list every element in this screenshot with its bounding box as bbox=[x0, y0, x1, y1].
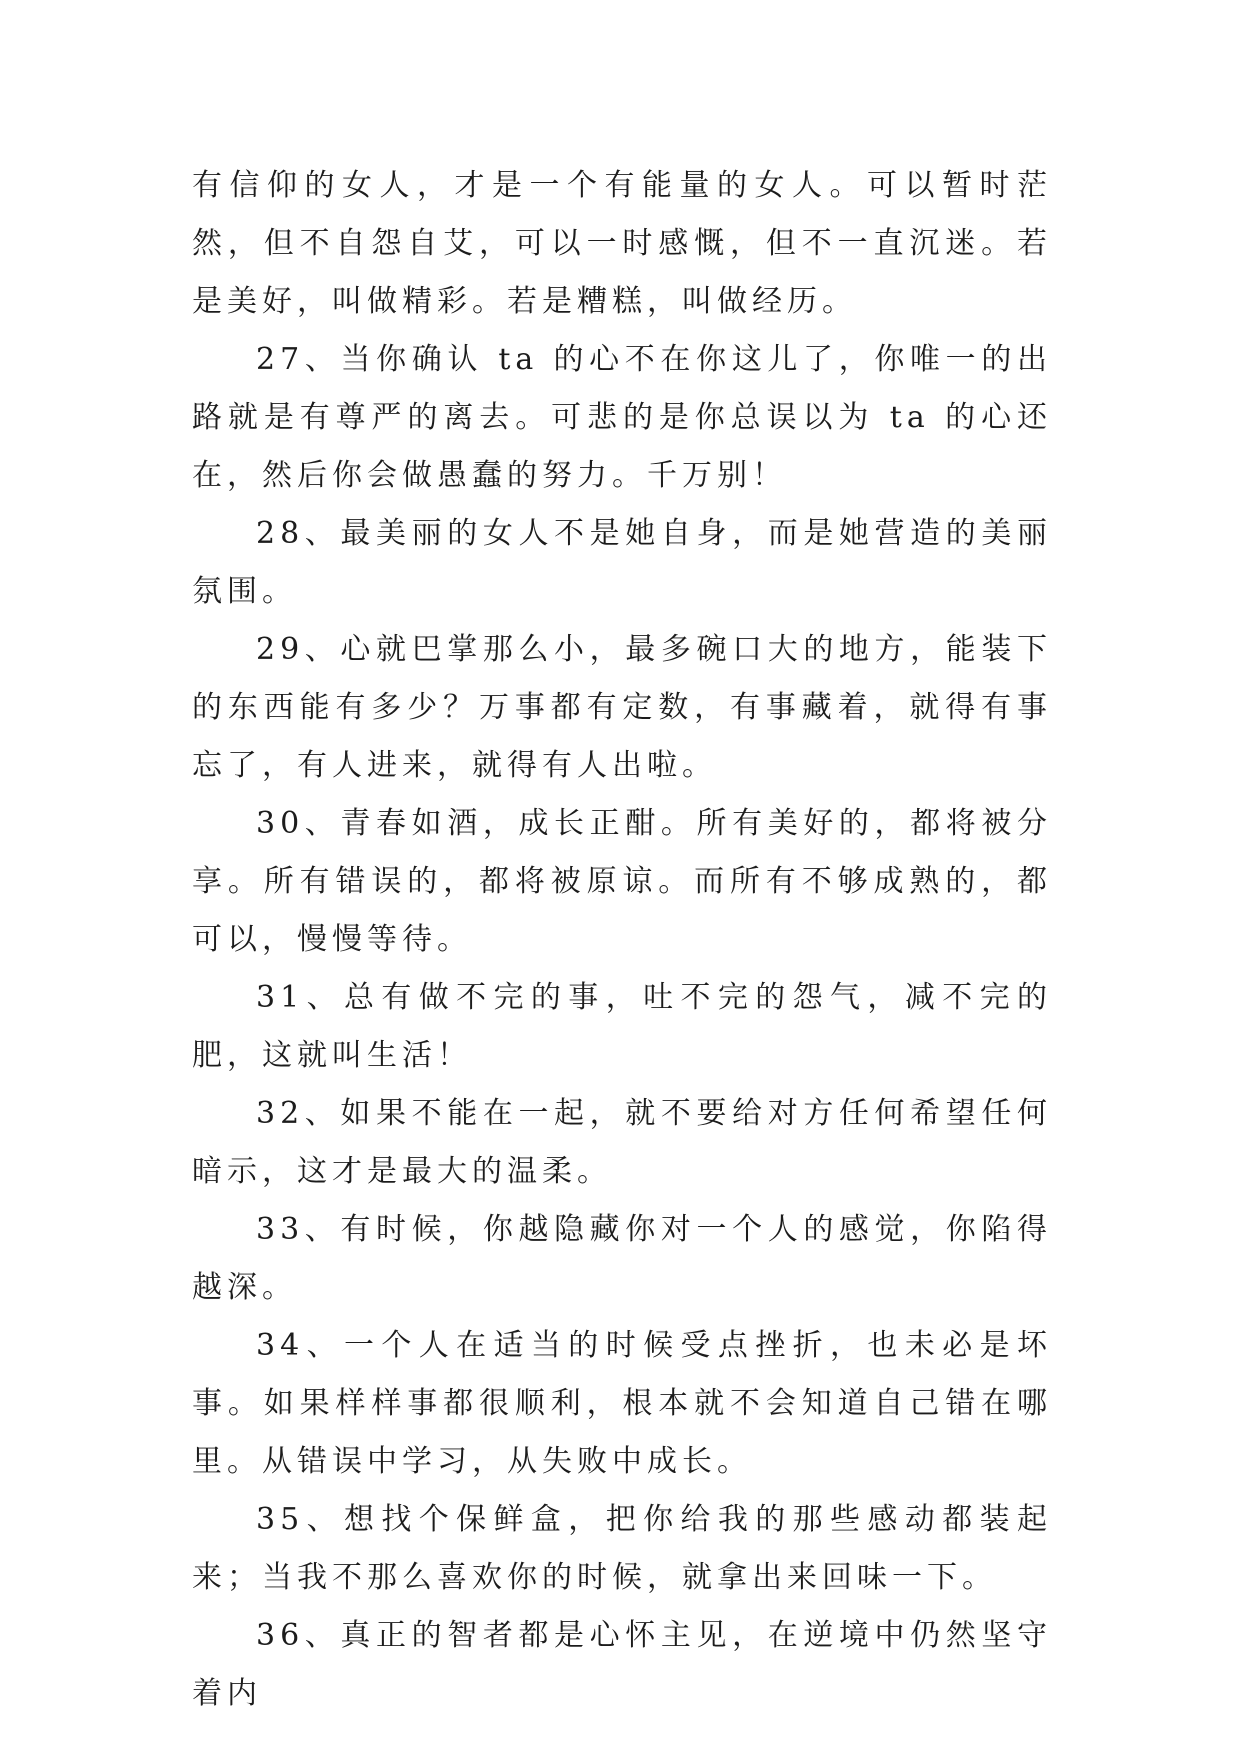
paragraph-28: 28、最美丽的女人不是她自身，而是她营造的美丽氛围。 bbox=[192, 516, 1052, 609]
paragraph-29: 29、心就巴掌那么小，最多碗口大的地方，能装下的东西能有多少？万事都有定数，有事藏着，就得有事忘了，有人进来，就得有人出啦。 bbox=[192, 632, 1052, 783]
paragraph-intro: 有信仰的女人，才是一个有能量的女人。可以暂时茫然，但不自怨自艾，可以一时感慨，但不一直沉迷。若是美好，叫做精彩。若是糟糕，叫做经历。 bbox=[192, 168, 1052, 319]
paragraph-31: 31、总有做不完的事，吐不完的怨气，减不完的肥，这就叫生活！ bbox=[192, 980, 1052, 1073]
paragraph-35: 35、想找个保鲜盒，把你给我的那些感动都装起来；当我不那么喜欢你的时候，就拿出来回味一下。 bbox=[192, 1502, 1052, 1595]
paragraph-36: 36、真正的智者都是心怀主见，在逆境中仍然坚守着内 bbox=[192, 1618, 1052, 1711]
paragraph-32: 32、如果不能在一起，就不要给对方任何希望任何暗示，这才是最大的温柔。 bbox=[192, 1096, 1052, 1189]
paragraph-33: 33、有时候，你越隐藏你对一个人的感觉，你陷得越深。 bbox=[192, 1212, 1052, 1305]
paragraph-34: 34、一个人在适当的时候受点挫折，也未必是坏事。如果样样事都很顺利，根本就不会知道自己错在哪里。从错误中学习，从失败中成长。 bbox=[192, 1328, 1052, 1479]
paragraph-27: 27、当你确认 ta 的心不在你这儿了，你唯一的出路就是有尊严的离去。可悲的是你总误以为 ta 的心还在，然后你会做愚蠢的努力。千万别！ bbox=[192, 342, 1052, 493]
paragraph-30: 30、青春如酒，成长正酣。所有美好的，都将被分享。所有错误的，都将被原谅。而所有不够成熟的，都可以，慢慢等待。 bbox=[192, 806, 1052, 957]
document-body bbox=[192, 157, 1052, 1723]
